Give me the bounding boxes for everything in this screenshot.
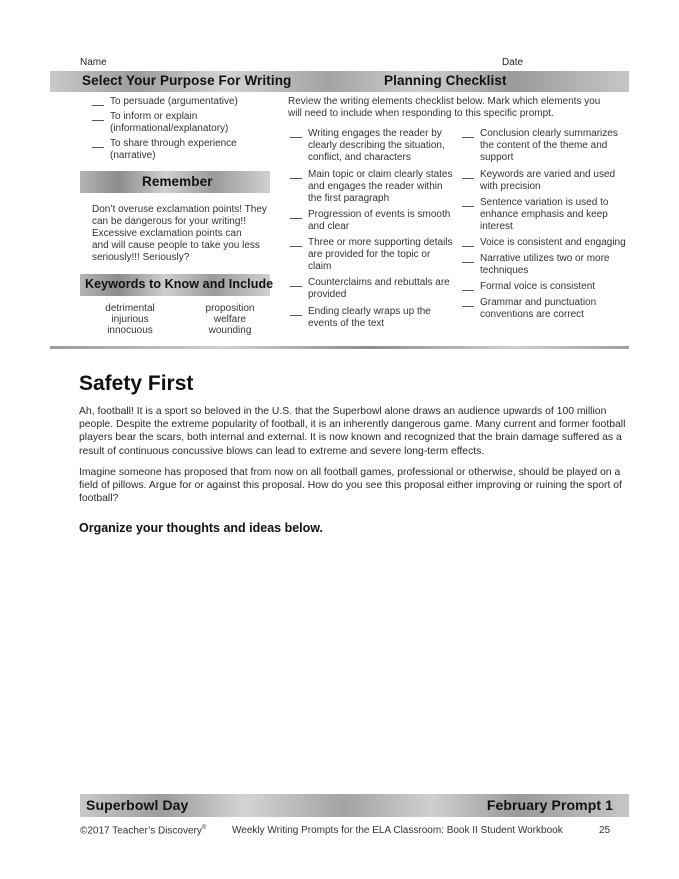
keyword-list-left: detrimental injurious innocuous xyxy=(105,303,155,336)
name-label: Name xyxy=(80,57,107,68)
checklist-intro: Review the writing elements checklist below. Mark which elements you will need to include when responding to this specific prompt. xyxy=(288,96,601,119)
checklist-item[interactable]: Writing engages the reader by clearly describing the situation, conflict, and characters xyxy=(290,128,445,164)
keywords-banner xyxy=(80,274,274,296)
checkbox-blank[interactable] xyxy=(462,281,474,291)
checkbox-blank[interactable] xyxy=(290,169,302,179)
purpose-option[interactable]: To inform or explain (informational/explanatory) xyxy=(92,111,228,135)
footer-banner xyxy=(80,794,629,817)
top-banner xyxy=(50,71,629,92)
purpose-title: Select Your Purpose For Writing xyxy=(82,73,292,88)
date-label: Date xyxy=(502,57,524,68)
keyword-list-right: proposition welfare wounding xyxy=(205,303,255,336)
remember-banner xyxy=(80,171,270,193)
book-title: Weekly Writing Prompts for the ELA Classroom: Book II Student Workbook xyxy=(232,825,563,836)
organize-heading: Organize your thoughts and ideas below. xyxy=(79,521,324,535)
article-paragraph-1: Ah, football! It is a sport so beloved in the U.S. that the Superbowl alone draws an audience upwards of 100 million people. Despite the extreme popularity of football, it is an inherently dangerous game. Many current and former football players bear the scars, both internal and external. It is now known and recognized that the brain damage suffered as a result of continuous concussive blows can lead to extreme and severe long-term effects. xyxy=(79,406,626,457)
checkbox-blank[interactable] xyxy=(462,128,474,138)
checkbox-blank[interactable] xyxy=(92,96,104,106)
checkbox-blank[interactable] xyxy=(92,111,104,121)
copyright: ©2017 Teacher’s Discovery® xyxy=(80,825,207,837)
checklist-item[interactable]: Voice is consistent and engaging xyxy=(462,237,626,249)
purpose-option[interactable]: To persuade (argumentative) xyxy=(92,96,238,108)
checklist-title: Planning Checklist xyxy=(384,73,507,88)
checkbox-blank[interactable] xyxy=(290,128,302,138)
writing-area[interactable] xyxy=(79,545,629,785)
remember-title: Remember xyxy=(142,174,213,189)
checklist-item[interactable]: Keywords are varied and used with precision xyxy=(462,169,615,193)
checkbox-blank[interactable] xyxy=(290,277,302,287)
article-paragraph-2: Imagine someone has proposed that from now on all football games, professional or otherwise, should be played on a field of pillows. Argue for or against this proposal. How do you see this proposal either improving or ruining the sport of football? xyxy=(79,467,622,505)
checklist-item[interactable]: Grammar and punctuation conventions are correct xyxy=(462,297,596,321)
page-number: 25 xyxy=(599,825,611,836)
checklist-item[interactable]: Three or more supporting details are provided for the topic or claim xyxy=(290,237,453,273)
checkbox-blank[interactable] xyxy=(290,237,302,247)
footer-banner-left: Superbowl Day xyxy=(86,797,189,813)
checkbox-blank[interactable] xyxy=(290,209,302,219)
checkbox-blank[interactable] xyxy=(462,169,474,179)
remember-text: Don’t overuse exclamation points! They can be dangerous for your writing!! Excessive exclamation points can and will cause people to take you less seriously!!! Seriously? xyxy=(92,204,267,263)
keywords-title: Keywords to Know and Include xyxy=(85,277,274,291)
article-title: Safety First xyxy=(79,372,194,395)
checklist-item[interactable]: Progression of events is smooth and clear xyxy=(290,209,450,233)
checklist-item[interactable]: Counterclaims and rebuttals are provided xyxy=(290,277,450,301)
checkbox-blank[interactable] xyxy=(290,306,302,316)
checklist-item[interactable]: Sentence variation is used to enhance emphasis and keep interest xyxy=(462,197,608,233)
checklist-item[interactable]: Formal voice is consistent xyxy=(462,281,595,293)
checklist-item[interactable]: Main topic or claim clearly states and engages the reader within the first paragraph xyxy=(290,169,453,205)
checkbox-blank[interactable] xyxy=(92,138,104,148)
checklist-item[interactable]: Ending clearly wraps up the events of the text xyxy=(290,306,431,330)
purpose-option[interactable]: To share through experience (narrative) xyxy=(92,138,237,162)
checkbox-blank[interactable] xyxy=(462,297,474,307)
checklist-item[interactable]: Narrative utilizes two or more techniques xyxy=(462,253,609,277)
section-divider xyxy=(50,346,629,349)
checkbox-blank[interactable] xyxy=(462,197,474,207)
footer-banner-right: February Prompt 1 xyxy=(486,797,613,813)
checklist-item[interactable]: Conclusion clearly summarizes the content of the theme and support xyxy=(462,128,618,164)
checkbox-blank[interactable] xyxy=(462,253,474,263)
checkbox-blank[interactable] xyxy=(462,237,474,247)
